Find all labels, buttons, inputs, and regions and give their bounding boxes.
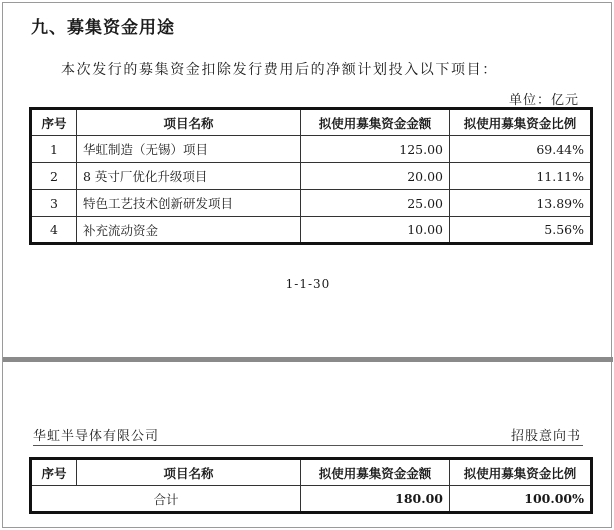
header-project-name: 项目名称 <box>77 459 301 486</box>
row-amount: 125.00 <box>301 136 450 163</box>
page-number: 1-1-30 <box>285 277 331 291</box>
fund-use-table <box>29 107 593 245</box>
total-amount: 180.00 <box>301 486 450 513</box>
page-divider <box>3 357 613 362</box>
page-lower <box>3 363 613 529</box>
page-upper <box>3 3 613 353</box>
row-amount: 20.00 <box>301 163 450 190</box>
company-name: 华虹半导体有限公司 <box>33 429 160 444</box>
header-amount: 拟使用募集资金金额 <box>301 109 450 136</box>
table-header-row <box>31 109 592 136</box>
row-amount: 25.00 <box>301 190 450 217</box>
document-frame <box>2 2 612 528</box>
row-index: 1 <box>31 136 77 163</box>
table-row <box>31 136 592 163</box>
table-row <box>31 217 592 244</box>
table-header-row <box>31 459 592 486</box>
row-project-name: 补充流动资金 <box>77 217 301 244</box>
total-ratio: 100.00% <box>450 486 592 513</box>
header-ratio: 拟使用募集资金比例 <box>450 459 592 486</box>
header-index: 序号 <box>31 459 77 486</box>
header-ratio: 拟使用募集资金比例 <box>450 109 592 136</box>
fund-use-table-continued <box>29 457 593 514</box>
total-row <box>31 486 592 513</box>
intro-paragraph: 本次发行的募集资金扣除发行费用后的净额计划投入以下项目： <box>61 62 498 78</box>
header-index: 序号 <box>31 109 77 136</box>
row-ratio: 5.56% <box>450 217 592 244</box>
row-project-name: 8 英寸厂优化升级项目 <box>77 163 301 190</box>
document-type: 招股意向书 <box>510 429 581 444</box>
header-amount: 拟使用募集资金金额 <box>301 459 450 486</box>
unit-label: 单位：亿元 <box>508 93 579 108</box>
total-label: 合计 <box>31 486 301 513</box>
row-ratio: 69.44% <box>450 136 592 163</box>
section-title: 九、募集资金用途 <box>31 18 175 38</box>
header-rule <box>33 445 583 446</box>
row-index: 3 <box>31 190 77 217</box>
row-index: 4 <box>31 217 77 244</box>
row-project-name: 特色工艺技术创新研发项目 <box>77 190 301 217</box>
row-ratio: 13.89% <box>450 190 592 217</box>
row-ratio: 11.11% <box>450 163 592 190</box>
row-index: 2 <box>31 163 77 190</box>
table-row <box>31 190 592 217</box>
table-row <box>31 163 592 190</box>
header-project-name: 项目名称 <box>77 109 301 136</box>
row-amount: 10.00 <box>301 217 450 244</box>
row-project-name: 华虹制造（无锡）项目 <box>77 136 301 163</box>
